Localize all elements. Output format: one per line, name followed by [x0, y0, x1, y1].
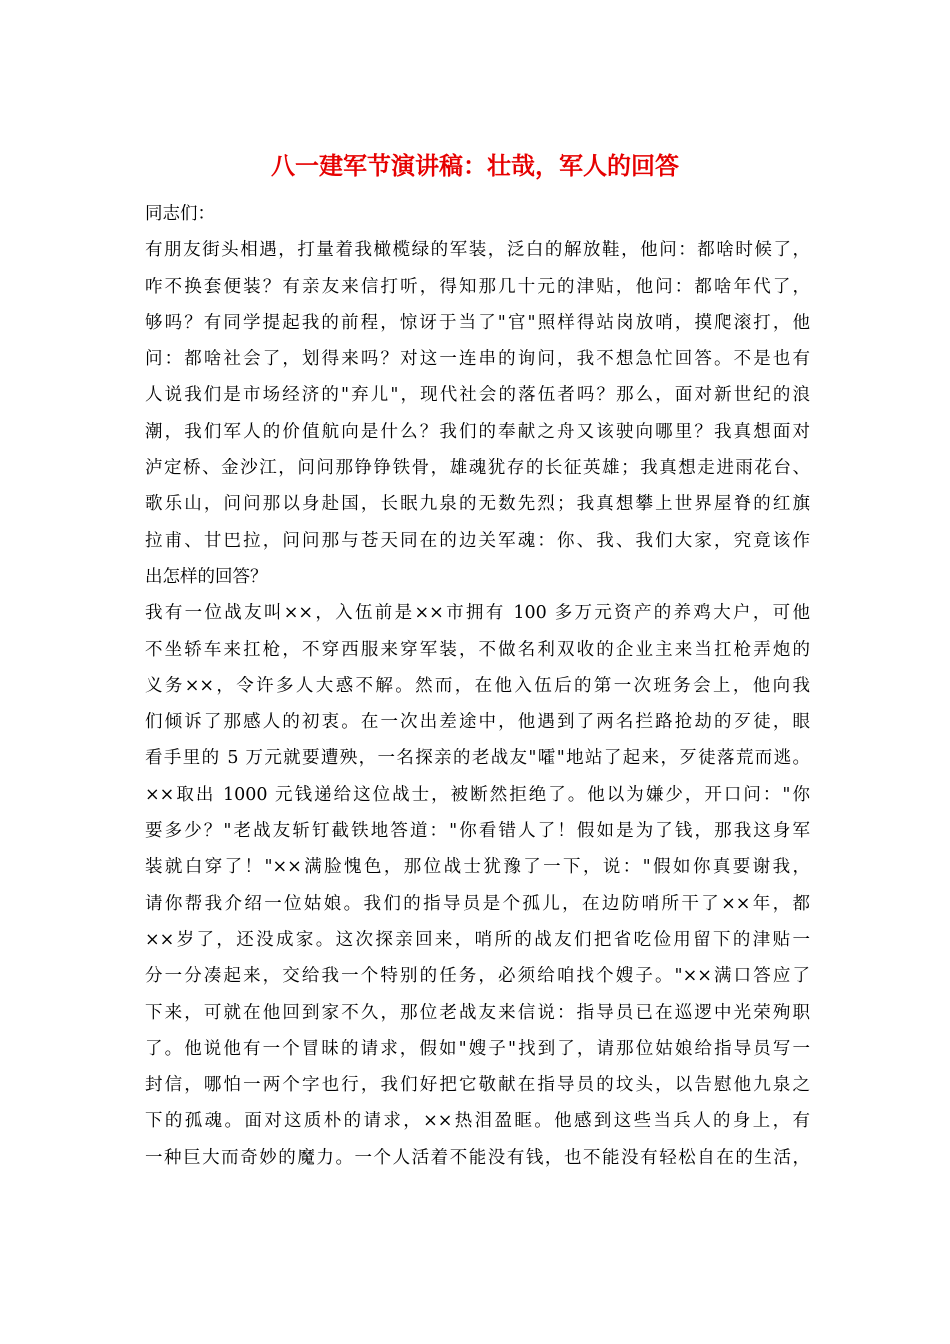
body-line: 们倾诉了那感人的初衷。在一次出差途中，他遇到了两名拦路抢劫的歹徒，眼 — [145, 712, 810, 733]
document-body — [145, 196, 810, 1176]
body-line: 拉甫、甘巴拉，问问那与苍天同在的边关军魂：你、我、我们大家，究竟该作 — [145, 530, 810, 551]
body-line: 咋不换套便装？有亲友来信打听，得知那几十元的津贴，他问：都啥年代了， — [145, 276, 810, 297]
body-line: 潮，我们军人的价值航向是什么？我们的奉献之舟又该驶向哪里？我真想面对 — [145, 421, 810, 442]
body-line: 分一分凑起来，交给我一个特别的任务，必须给咱找个嫂子。"××满口答应了 — [145, 966, 810, 987]
body-line: 同志们： — [145, 204, 215, 224]
body-line: 人说我们是市场经济的"弃儿"，现代社会的落伍者吗？那么，面对新世纪的浪 — [145, 385, 810, 406]
body-line: 一种巨大而奇妙的魔力。一个人活着不能没有钱，也不能没有轻松自在的生活， — [145, 1147, 810, 1168]
body-line: 出怎样的回答？ — [145, 566, 268, 587]
body-line: 够吗？有同学提起我的前程，惊讶于当了"官"照样得站岗放哨，摸爬滚打，他 — [145, 312, 810, 333]
body-line: 要多少？"老战友斩钉截铁地答道："你看错人了！假如是为了钱，那我这身军 — [145, 821, 810, 842]
document-title: 八一建军节演讲稿：壮哉，军人的回答 — [271, 151, 679, 180]
body-line: 不坐轿车来扛枪，不穿西服来穿军装，不做名利双收的企业主来当扛枪弄炮的 — [145, 639, 810, 660]
body-line: 下的孤魂。面对这质朴的请求，××热泪盈眶。他感到这些当兵人的身上，有 — [145, 1111, 810, 1132]
body-line: 封信，哪怕一两个字也行，我们好把它敬献在指导员的坟头，以告慰他九泉之 — [145, 1075, 810, 1096]
body-line: 歌乐山，问问那以身赴国，长眠九泉的无数先烈；我真想攀上世界屋脊的红旗 — [145, 494, 810, 515]
body-line: 了。他说他有一个冒昧的请求，假如"嫂子"找到了，请那位姑娘给指导员写一 — [145, 1038, 810, 1059]
body-line: 我有一位战友叫××，入伍前是××市拥有 100 多万元资产的养鸡大户，可他 — [145, 603, 810, 624]
body-line: 问：都啥社会了，划得来吗？对这一连串的询问，我不想急忙回答。不是也有 — [145, 349, 810, 370]
body-line: 看手里的 5 万元就要遭殃，一名探亲的老战友"嚯"地站了起来，歹徒落荒而逃。 — [145, 748, 810, 769]
body-line: 泸定桥、金沙江，问问那铮铮铁骨，雄魂犹存的长征英雄；我真想走进雨花台、 — [145, 458, 810, 479]
body-line: ××岁了，还没成家。这次探亲回来，哨所的战友们把省吃俭用留下的津贴一 — [145, 929, 810, 950]
body-line: 有朋友街头相遇，打量着我橄榄绿的军装，泛白的解放鞋，他问：都啥时候了， — [145, 240, 810, 261]
body-line: 义务××，令许多人大惑不解。然而，在他入伍后的第一次班务会上，他向我 — [145, 675, 810, 696]
body-line: 下来，可就在他回到家不久，那位老战友来信说：指导员已在巡逻中光荣殉职 — [145, 1002, 810, 1023]
body-line: 请你帮我介绍一位姑娘。我们的指导员是个孤儿，在边防哨所干了××年，都 — [145, 893, 810, 914]
body-line: ××取出 1000 元钱递给这位战士，被断然拒绝了。他以为嫌少，开口问："你 — [145, 784, 810, 805]
body-line: 装就白穿了！"××满脸愧色，那位战士犹豫了一下，说："假如你真要谢我， — [145, 857, 810, 878]
